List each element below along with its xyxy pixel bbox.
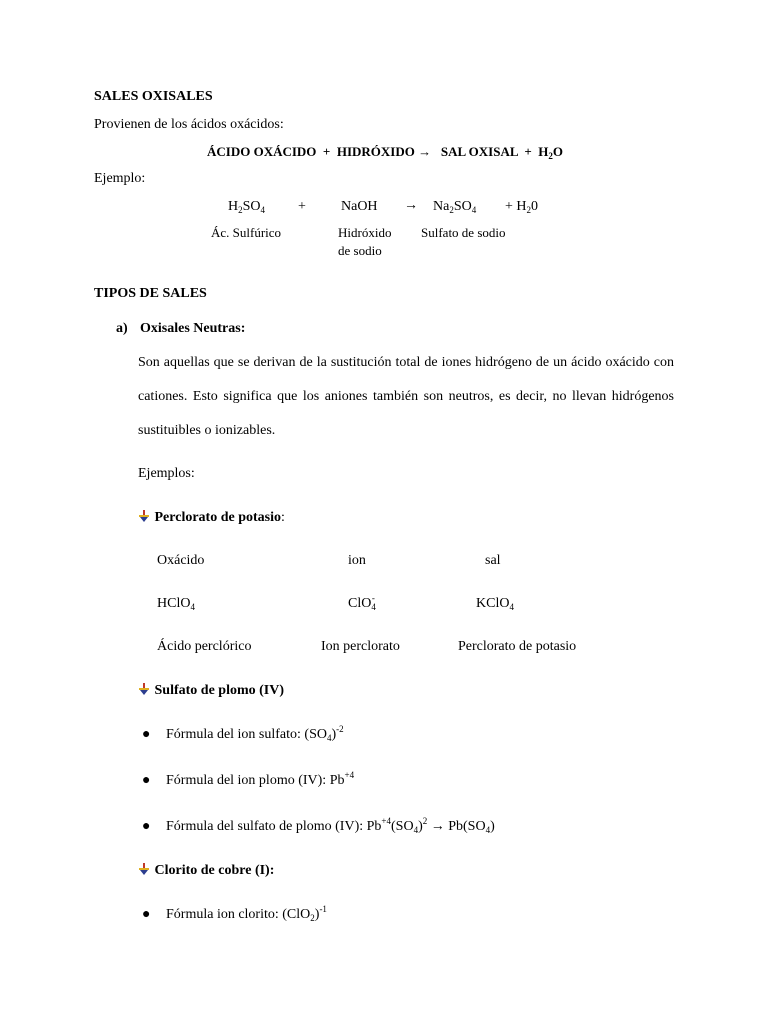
bullet-icon: ● [142,727,151,742]
example-salt-name: Sulfato de sodio [421,225,506,240]
example-acid-name: Ác. Sulfúrico [211,225,282,240]
eq-arrow: → [418,144,432,159]
example-water: + $H_20$ [505,199,539,215]
subsection-marker: a) [116,321,128,336]
example-acid: $H_2SO_4$ [228,199,266,215]
arrow-down-bullet-icon [137,510,151,522]
intro-text: Provienen de los ácidos oxácidos: [94,117,284,132]
eq-reactant2: HIDRÓXIDO [336,144,415,159]
ex1-formula-salt: KClO$_4$ [476,596,514,612]
eq-plus: + [322,144,331,159]
eq-reactant1: ÁCIDO OXÁCIDO [207,144,317,159]
examples-label: Ejemplos: [138,466,195,481]
example-label: Ejemplo: [94,171,146,186]
bullet-icon: ● [142,819,151,834]
ex1-formula-acid: HClO$_4$ [157,596,195,612]
example-base: NaOH [341,199,378,214]
example-arrow: → [404,198,418,213]
ex2-title: Sulfato de plomo (IV) [154,683,285,698]
ex2-bullet-1: Fórmula del ion sulfato: $(SO_4)^{-2}$ [166,724,344,743]
section-title: TIPOS DE SALES [94,286,207,301]
ex1-formula-ion: ClO$_4$- [348,593,376,612]
ex1-title: Perclorato de potasio [154,510,281,525]
ex1-colon: : [281,510,285,525]
example-plus: + [298,199,306,214]
ex3-heading [137,863,274,878]
eq-product2: $H_2O$ [538,144,563,161]
example-base-name-2: de sodio [338,243,382,258]
ex3-title: Clorito de cobre (I): [154,863,275,878]
ex1-header-sal: sal [485,553,501,568]
ex3-bullet-1: Fórmula ion clorito: $(ClO_2)^{-1}$ [166,904,327,923]
bullet-icon: ● [142,773,151,788]
ex2-heading [137,683,284,698]
eq-plus2: + [524,144,532,159]
ex1-header-oxacido: Oxácido [157,553,205,568]
ex2-bullet-2: Fórmula del ion plomo (IV): $Pb^{+4}$ [166,770,355,788]
ex1-header-ion: ion [348,553,366,568]
general-equation [207,144,563,161]
eq-product1: SAL OXISAL [440,144,518,159]
arrow-down-bullet-icon [137,863,151,875]
bullet-icon: ● [142,907,151,922]
ex1-name-ion: Ion perclorato [321,639,400,654]
example-salt: $Na_2SO_4$ [433,199,477,215]
ex1-heading [137,510,285,525]
page-title: SALES OXISALES [94,89,213,104]
example-base-name-1: Hidróxido [338,225,392,240]
ex1-name-salt: Perclorato de potasio [458,639,577,654]
arrow-down-bullet-icon [137,683,151,695]
ex1-name-acid: Ácido perclórico [157,639,252,654]
subsection-paragraph: Son aquellas que se derivan de la sustitución total de iones hidrógeno de un ácido oxácido con cationes. Esto significa que los aniones también son neutros, es decir, no llevan hidrógenos sustituibles o ionizables. [138,355,674,438]
subsection-title: Oxisales Neutras: [140,321,246,336]
ex2-bullet-3: Fórmula del sulfato de plomo (IV): $Pb^{+4}(SO_4)^2 \to Pb(SO_4)$ [166,816,495,835]
